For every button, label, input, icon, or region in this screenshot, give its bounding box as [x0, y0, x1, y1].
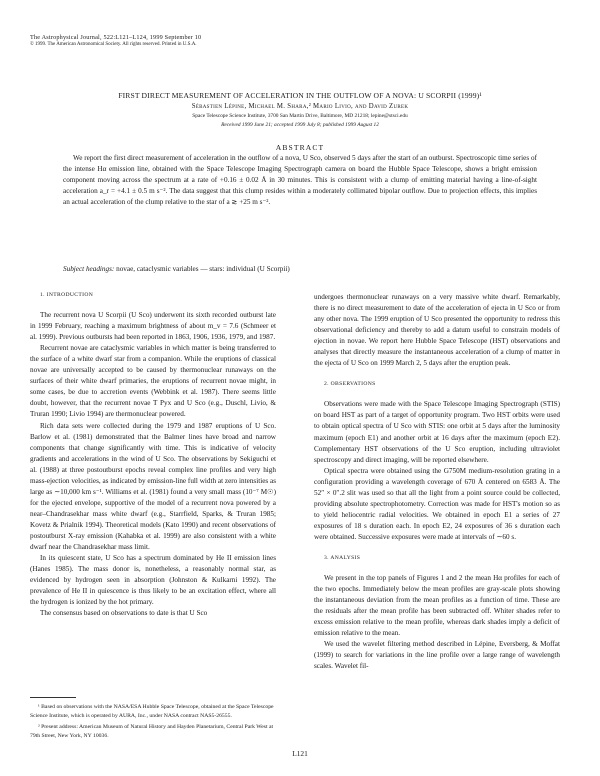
- paragraph: We used the wavelet filtering method described in Lépine, Eversberg, & Moffat (1999) to search for variations in the line profile over a large range of wavelength scales. Wavelet fil-: [314, 640, 560, 671]
- paragraph: Optical spectra were obtained using the G750M medium-resolution grating in a configuration providing a wavelength coverage of 670 Å centered on 6583 Å. The 52″ × 0″.2 slit was used so that all the light from a point source could be collected, providing absolute spectrophotometry. Correction was made for HST's motion so as to yield heliocentric radial velocities. We obtained in epoch E1 a series of 27 exposures of 18 s duration each. In epoch E2, 24 exposures of 36 s duration each were obtained. Successive exposures were made at intervals of ∼60 s.: [314, 466, 560, 541]
- left-column: [30, 290, 276, 619]
- copyright-line: © 1999. The American Astronomical Society. All rights reserved. Printed in U.S.A.: [30, 42, 197, 47]
- footnote-1: ¹ Based on observations with the NASA/ESA Hubble Space Telescope, obtained at the Space Telescope Science Institute, which is operated by AURA, Inc., under NASA contract NAS5-26555.: [30, 704, 274, 719]
- subject-headings-value: novae, cataclysmic variables — stars: individual (U Scorpii): [116, 265, 290, 273]
- subject-headings: [63, 265, 537, 273]
- abstract-text: We report the first direct measurement of acceleration in the outflow of a nova, U Sco, observed 5 days after the start of an outburst. Spectroscopic time series of the intense Hα emission line, obtained with the Space Telescope Imaging Spectrograph camera on board the Hubble Space Telescope, shows a bright emission component moving across the spectrum at a rate of +0.16 ± 0.02 Å in 30 minutes. This is consistent with a clump of emitting material having a line-of-sight acceleration a_r = +4.1 ± 0.5 m s⁻². The data suggest that this clump resides within a moderately collimated bipolar outflow. Due to projection effects, this implies an actual acceleration of the clump relative to the star of a ≳ +25 m s⁻².: [63, 154, 537, 207]
- subject-headings-label: Subject headings:: [63, 265, 115, 273]
- abstract-heading: ABSTRACT: [275, 143, 325, 152]
- publication-dates: Received 1999 June 21; accepted 1999 July 8; published 1999 August 12: [221, 122, 379, 128]
- author-list: Sébastien Lépine, Michael M. Shara,² Mario Livio, and David Zurek: [191, 103, 409, 110]
- section-heading-introduction: 1. INTRODUCTION: [40, 292, 94, 298]
- paragraph: Observations were made with the Space Telescope Imaging Spectrograph (STIS) on board HST as part of a target of opportunity program. Two HST orbits were used to obtain optical spectra of U Sco with STIS: one orbit at 5 days after the luminosity maximum (epoch E1) and another orbit at 16 days after the maximum (epoch E2). Complementary HST observations of the U Sco eruption, including ultraviolet spectroscopy and direct imaging, will be reported elsewhere.: [314, 400, 560, 464]
- paper-title: FIRST DIRECT MEASUREMENT OF ACCELERATION IN THE OUTFLOW OF A NOVA: U SCORPII (1999)¹: [118, 91, 482, 100]
- journal-header: The Astrophysical Journal, 522:L121–L124, 1999 September 10: [30, 34, 202, 41]
- footnote-2: ² Present address: American Museum of Natural History and Hayden Planetarium, Central Park West at 79th Street, New York, NY 10036.: [30, 724, 274, 739]
- paragraph: Recurrent novae are cataclysmic variables in which matter is being transferred to the surface of a white dwarf star from a companion. While the eruptions of classical novae are universally accepted to be caused by thermonuclear runaways on the surfaces of their white dwarf primaries, the eruptions of recurrent novae might, in some cases, be due to accretion events (Webbink et al. 1987). There seems little doubt, however, that the recurrent novae T Pyx and U Sco (e.g., Duschl, Livio, & Truran 1990; Livio 1994) are thermonuclear powered.: [30, 344, 276, 419]
- page-number: L121: [292, 749, 308, 758]
- paragraph-continued: undergoes thermonuclear runaways on a very massive white dwarf. Remarkably, there is no direct measurement to date of the acceleration of ejecta in U Sco or from any other nova. The 1999 eruption of U Sco presented the opportunity to redress this observational deficiency and thereby to add a datum useful to constrain models of ejection in novae. We report here Hubble Space Telescope (HST) observations and analyses that directly measure the instantaneous acceleration of a clump of matter in the ejecta of U Sco on 1999 March 2, 5 days after the eruption peak.: [314, 293, 560, 368]
- affiliation: Space Telescope Science Institute, 3700 San Martin Drive, Baltimore, MD 21218; lepine@stsci.edu: [192, 113, 408, 119]
- paragraph: Rich data sets were collected during the 1979 and 1987 eruptions of U Sco. Barlow et al. (1981) demonstrated that the Balmer lines have broad and narrow components that change significantly with time. This is indicative of velocity gradients and accelerations in the wind of U Sco. The observations by Sekiguchi et al. (1988) at three postoutburst epochs reveal complex line profiles and very high mass-ejection velocities, as indicated by emission-line full width at zero intensities as large as ∼10,000 km s⁻¹. Williams et al. (1981) found a very small mass (10⁻⁷ M☉) for the ejected envelope, supportive of the model of a recurrent nova powered by a near–Chandrasekhar mass white dwarf (e.g., Starrfield, Sparks, & Truran 1985; Kovetz & Prialnik 1994). Theoretical models (Kato 1990) and recent observations of postoutburst X-ray emission (Kahabka et al. 1999) are also consistent with a white dwarf near the Chandrasekhar mass limit.: [30, 421, 276, 552]
- paragraph: The consensus based on observations to date is that U Sco: [40, 609, 208, 618]
- section-heading-analysis: 3. ANALYSIS: [324, 554, 361, 561]
- paragraph: In its quiescent state, U Sco has a spectrum dominated by He II emission lines (Hanes 1985). The mass donor is, nonetheless, a reasonably normal star, as evidenced by hydrogen seen in absorption (Johnston & Kulkarni 1992). The prevalence of He II in quiescence is thus likely to be an excitation effect, where all the hydrogen is ionized by the hot primary.: [30, 554, 276, 607]
- paragraph: The recurrent nova U Scorpii (U Sco) underwent its sixth recorded outburst late in 1999 February, reaching a maximum brightness of about m_v = 7.6 (Schmeer et al. 1999). Previous outbursts had been reported in 1863, 1906, 1936, 1979, and 1987.: [30, 311, 276, 342]
- footnote-rule: [30, 697, 76, 698]
- right-column: [314, 292, 560, 672]
- paragraph: We present in the top panels of Figures 1 and 2 the mean Hα profiles for each of the two epochs. Immediately below the mean profiles are gray-scale plots showing the instantaneous deviation from the mean profiles as a function of time. These are the residuals after the mean profile has been subtracted off. Whiter shades refer to excess emission relative to the mean profile, whereas dark shades imply a deficit of emission relative to the mean.: [314, 574, 560, 638]
- section-heading-observations: 2. OBSERVATIONS: [324, 381, 376, 388]
